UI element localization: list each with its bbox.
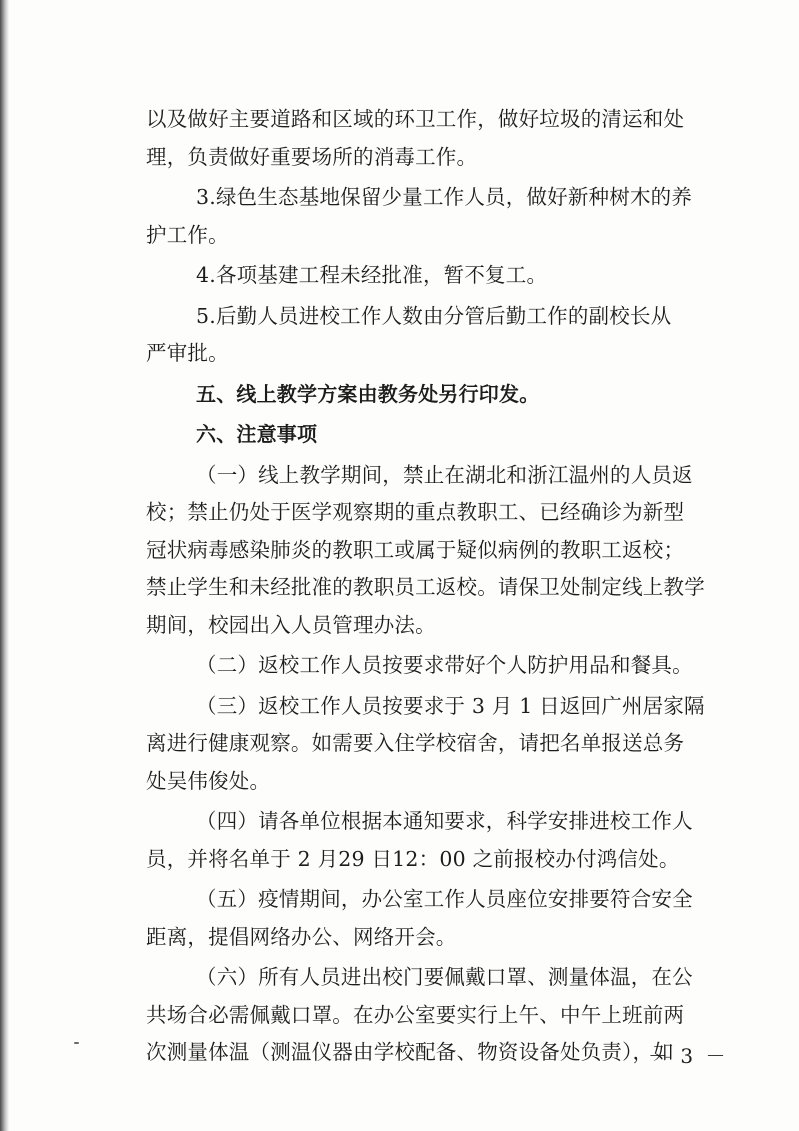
text-line: 4.各项基建工程未经批准，暂不复工。	[196, 263, 548, 287]
text-line: （五）疫情期间，办公室工作人员座位安排要符合安全	[196, 887, 693, 911]
heading-line: 六、注意事项	[196, 422, 318, 446]
text-line: 距离，提倡网络办公、网络开会。	[146, 924, 457, 949]
paragraph-notice-1	[146, 457, 726, 645]
text-line: 禁止学生和未经批准的教职员工返校。请保卫处制定线上教学	[146, 575, 705, 599]
scan-speck	[74, 1042, 79, 1044]
paragraph-notice-5	[146, 881, 726, 956]
paragraph-item-3	[146, 179, 726, 254]
text-line: （三）返校工作人员按要求于 3 月 1 日返回广州居家隔	[196, 693, 705, 718]
section-heading-five	[146, 376, 726, 414]
page-number: － 3 －	[648, 1044, 729, 1068]
text-line: 冠状病毒感染肺炎的教职工或属于疑似病例的教职工返校；	[146, 537, 685, 562]
text-line: （四）请各单位根据本通知要求，科学安排进校工作人	[196, 809, 693, 833]
paragraph-notice-6	[146, 959, 729, 1072]
text-line: 员，并将名单于 2 月29 日12：00 之前报校办付鸿信处。	[146, 846, 680, 871]
text-line: 离进行健康观察。如需要入住学校宿舍，请把名单报送总务	[146, 731, 685, 755]
paragraph-item-5	[146, 298, 726, 373]
text-line: （一）线上教学期间，禁止在湖北和浙江温州的人员返	[196, 462, 693, 487]
paragraph-notice-2	[146, 647, 726, 685]
text-line: 次测量体温（测温仪器由学校配备、物资设备处负责），如	[146, 1040, 674, 1064]
paragraph-sanitation-continued	[146, 101, 726, 176]
paragraph-item-4	[146, 257, 726, 295]
text-line: 5.后勤人员进校工作人数由分管后勤工作的副校长从	[196, 303, 672, 328]
heading-line: 五、线上教学方案由教务处另行印发。	[196, 381, 540, 406]
text-line: （二）返校工作人员按要求带好个人防护用品和餐具。	[196, 653, 693, 677]
text-line: （六）所有人员进出校门要佩戴口罩、测量体温，在公	[196, 965, 693, 989]
text-line: 严审批。	[146, 341, 229, 365]
scan-edge-shadow	[0, 0, 9, 1131]
paragraph-notice-4	[146, 803, 726, 878]
text-line: 理，负责做好重要场所的消毒工作。	[146, 144, 478, 169]
text-line: 期间，校园出入人员管理办法。	[146, 612, 436, 637]
paragraph-notice-3	[146, 688, 726, 801]
text-line: 共场合必需佩戴口罩。在办公室要实行上午、中午上班前两	[146, 1002, 685, 1027]
document-body	[146, 101, 729, 1072]
text-line: 处吴伟俊处。	[146, 768, 271, 793]
section-heading-six	[146, 416, 726, 454]
text-line: 护工作。	[146, 222, 229, 247]
text-line: 3.绿色生态基地保留少量工作人员，做好新种树木的养	[196, 185, 693, 209]
text-line: 校；禁止仍处于医学观察期的重点教职工、已经确诊为新型	[146, 500, 685, 524]
text-line: 以及做好主要道路和区域的环卫工作，做好垃圾的清运和处	[146, 107, 685, 131]
